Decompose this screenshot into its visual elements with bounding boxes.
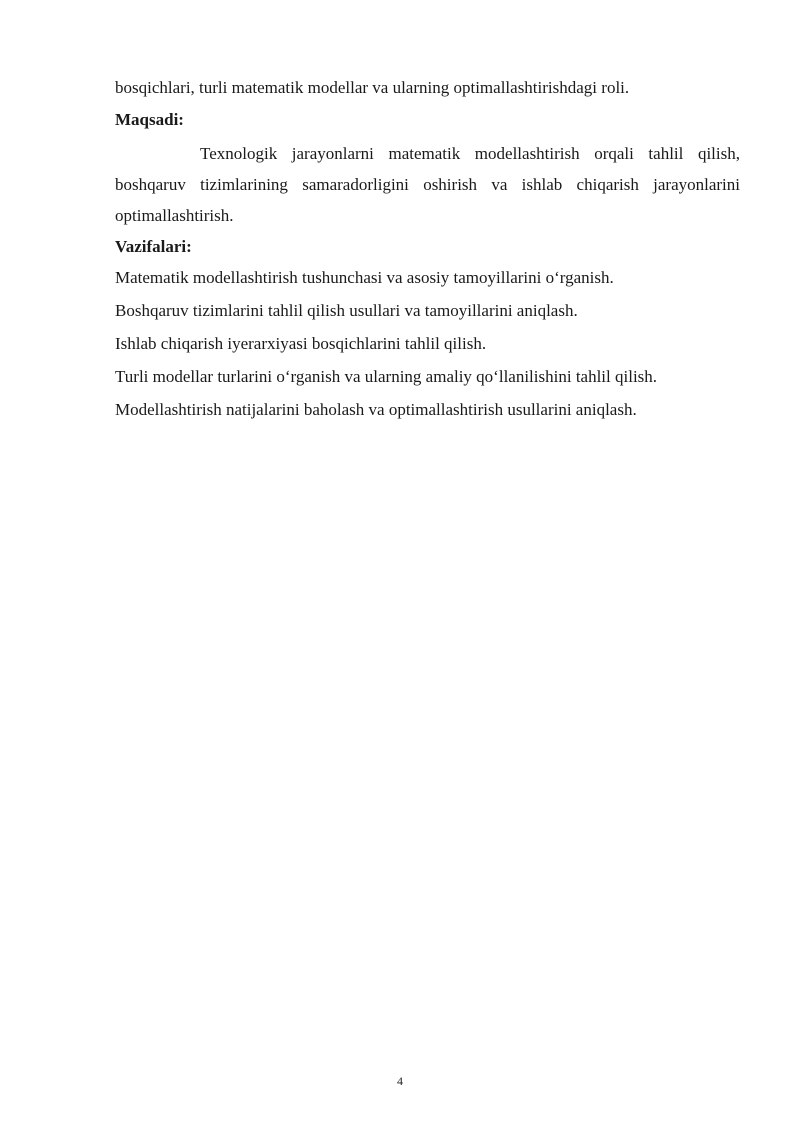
vazifalar-heading: Vazifalari: <box>115 237 192 256</box>
vazifa-item: Modellashtirish natijalarini baholash va optimallashtirish usullarini aniqlash. <box>115 400 637 419</box>
vazifa-item: Boshqaruv tizimlarini tahlil qilish usullari va tamoyillarini aniqlash. <box>115 301 578 320</box>
maqsad-paragraph: Texnologik jarayonlarni matematik modellashtirish orqali tahlil qilish, boshqaruv tizimlarining samaradorligini oshirish va ishlab chiqarish jarayonlarini optimallashtirish. <box>115 144 740 225</box>
page-number: 4 <box>397 1074 403 1088</box>
vazifa-item: Turli modellar turlarini o‘rganish va ularning amaliy qo‘llanilishini tahlil qilish. <box>115 367 658 386</box>
document-page <box>115 74 740 424</box>
maqsad-heading: Maqsadi: <box>115 110 184 129</box>
intro-line: bosqichlari, turli matematik modellar va ularning optimallashtirishdagi roli. <box>115 78 630 97</box>
vazifa-item: Ishlab chiqarish iyerarxiyasi bosqichlarini tahlil qilish. <box>115 334 487 353</box>
vazifa-item: Matematik modellashtirish tushunchasi va asosiy tamoyillarini o‘rganish. <box>115 268 614 287</box>
vazifalar-list <box>115 264 740 424</box>
